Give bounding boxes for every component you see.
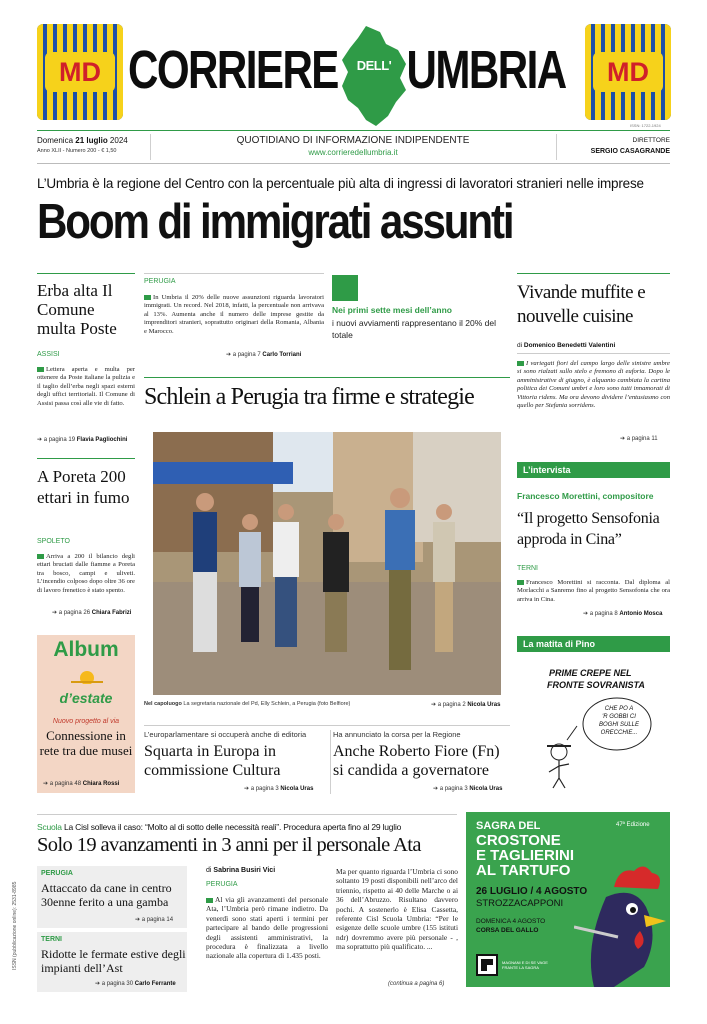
masthead-word-left: CORRIERE — [128, 40, 338, 100]
ad-line2: CROSTONE — [476, 832, 561, 849]
issue-number: Anno XLII - Numero 200 - € 1,50 — [37, 148, 117, 154]
director-name: SERGIO CASAGRANDE — [590, 148, 670, 155]
schlein-headline[interactable]: Schlein a Perugia tra firme e strategie — [144, 384, 474, 410]
interview-name: Francesco Morettini, compositore — [517, 491, 654, 501]
photo-illustration — [153, 432, 501, 695]
umbria-map-icon — [336, 24, 410, 128]
stat-highlight: Nei primi sette mesi dell’anno — [332, 305, 452, 315]
masthead-word-right: UMBRIA — [406, 40, 566, 100]
bottom-left1-box[interactable] — [37, 866, 187, 928]
bottom-left2-headline: Ridotte le fermate estive degli impianti dell’Ast — [41, 947, 186, 975]
website-link[interactable]: www.corrieredellumbria.it — [308, 148, 398, 157]
bottom-left2-ref: ➔ a pagina 30 Carlo Ferrante — [95, 981, 176, 987]
left2-headline[interactable]: A Poreta 200 ettari in fumo — [37, 467, 130, 507]
left1-body: Lettera aperta e multa per ottenere da Poste italiane la pulizia e il taglio dell’erba negli spazi esterni degli uffici territoriali. Il Comune di Assisi passa così alle vie di fatto. — [37, 366, 135, 407]
cartoon-bubble2: 'R GOBBI CI — [602, 714, 636, 720]
center-body: In Umbria il 20% delle nuove assunzioni riguarda lavoratori immigrati. Un record. Nel 2018, infatti, la percentuale non arrivava al 13%. Aumenta anche il numero delle imprese gestite da imprenditori stranieri, soprattutto originari della Romania, Albania e Marocco. — [144, 294, 324, 335]
interview-kicker: TERNI — [517, 565, 538, 572]
scuola-headline[interactable]: Solo 19 avanzamenti in 3 anni per il personale Ata — [37, 834, 421, 856]
md-logo-left — [37, 24, 123, 120]
cartoon-line2: FRONTE SOVRANISTA — [547, 680, 645, 690]
schlein-ref[interactable]: ➔ a pagina 2 Nicola Uras — [431, 702, 501, 708]
right1-byline: di Domenico Benedetti Valentini — [517, 342, 616, 349]
ad-extra2: CORSA DEL GALLO — [476, 927, 539, 934]
album-title: Album — [53, 638, 119, 661]
bottom-left2-box[interactable] — [37, 932, 187, 992]
director-label: DIRETTORE — [632, 137, 670, 144]
lead-overline: L’Umbria è la regione del Centro con la percentuale più alta di ingressi di lavoratori stranieri nelle imprese — [37, 176, 644, 191]
left2-ref[interactable]: ➔ a pagina 26 Chiara Fabrizi — [52, 610, 132, 616]
scuola-byline: di Sabrina Busiri Vici — [206, 867, 276, 874]
left1-headline[interactable]: Erba alta Il Comune multa Poste — [37, 281, 117, 338]
interview-ref[interactable]: ➔ a pagina 8 Antonio Mosca — [583, 611, 663, 617]
cartoon[interactable] — [517, 654, 670, 790]
right1-headline[interactable]: Vivande muffite e nouvelle cuisine — [517, 282, 646, 327]
cartoon-line1: PRIME CREPE NEL — [549, 668, 632, 678]
bottom-left1-headline: Attaccato da cane in centro 30enne ferito a una gamba — [41, 881, 172, 909]
md-logo-text: MD — [45, 52, 115, 92]
bottom-left1-kicker: PERUGIA — [41, 870, 73, 877]
issn: ISSN: 1722-1924 — [630, 123, 661, 128]
scuola-overline: Scuola La Cisl solleva il caso: “Molto al di sotto delle necessità reali”. Procedura aperta fino al 29 luglio — [37, 822, 402, 832]
ad-place: STROZZACAPPONI — [476, 898, 564, 909]
masthead-title — [128, 30, 566, 110]
left2-body: Arriva a 200 il bilancio degli ettari bruciati dalle fiamme a Poreta tra bosco, campi e uliveti. L’incendio colposo dopo oltre 36 ore di lavoro frenetico è stato spento. — [37, 553, 135, 594]
fiore-ref[interactable]: ➔ a pagina 3 Nicola Uras — [433, 786, 503, 792]
photo-caption: Nel capoluogo La segretaria nazionale del Pd, Elly Schlein, a Perugia (foto Belfiore) — [144, 701, 351, 707]
ad-extra1: DOMENICA 4 AGOSTO — [476, 918, 546, 925]
stat-text: i nuovi avviamenti rappresentano il 20% del totale — [332, 318, 496, 340]
album-kicker: Nuovo progetto al via — [52, 718, 120, 725]
squarta-kicker: L’europarlamentare si occuperà anche di editoria — [144, 730, 307, 739]
scuola-col1: Al via gli avanzamenti del personale Ata, l’Umbria però rimane indietro. Da venerdì sono stati aperti i termini per partecipare al bando delle progressioni degli assistenti amministrativi, la procedura è finalizzata a livello nazionale alla copertura di 1.435 posti. — [206, 895, 328, 961]
tagline: QUOTIDIANO DI INFORMAZIONE INDIPENDENTE — [236, 135, 470, 146]
album-subtitle: d’estate — [59, 690, 113, 706]
album-ref: ➔ a pagina 48 Chiara Rossi — [43, 781, 120, 787]
fiore-headline[interactable]: Anche Roberto Fiore (Fn) si candida a governatore — [333, 743, 500, 779]
cartoon-bubble4: ORECCHIE... — [600, 730, 638, 736]
lead-headline[interactable]: Boom di immigrati assunti — [37, 195, 513, 249]
cartoon-bubble3: BOGHI SULLE — [598, 722, 639, 728]
dateline: Domenica 21 luglio 2024 — [37, 136, 128, 145]
left1-kicker: ASSISI — [37, 351, 60, 358]
ad-line1: SAGRA DEL — [476, 820, 541, 832]
cartoon-bar: La matita di Pino — [517, 636, 670, 652]
cartoon-bubble1: CHE PO A — [604, 706, 634, 712]
scuola-col2: Ma per quanto riguarda l’Umbria ci sono soltanto 19 posti disponibili nell’arco del triennio, rispetto ai 40 delle Marche o ai 36 dell’Abruzzo. Risultano davvero pochi. A sostenerlo è Elisa Cassetta, referente Cisl Scuola Umbria: “Per le esigenze delle scuole umbre (155 istituti ndr) dovremmo avere più personale - , ma soprattutto più qualificato. ... — [336, 867, 458, 952]
md-logo-right — [585, 24, 671, 120]
interview-bar: L’intervista — [517, 462, 670, 478]
interview-body: Francesco Morettini si racconta. Dal diploma al Morlacchi a Sanremo fino al progetto Sensofonia che ora arriva in Cina. — [517, 579, 670, 603]
issn-online: ISSN (pubblicazione online): 2531-8985 — [12, 881, 18, 970]
masthead-word-mid: DELL' — [356, 58, 392, 73]
rooster-icon — [574, 857, 670, 987]
center-ref[interactable]: ➔ a pagina 7 Carlo Torriani — [226, 352, 302, 358]
ad-dates: 26 LUGLIO / 4 AGOSTO — [476, 886, 588, 897]
sun-icon — [67, 664, 107, 684]
stat-square — [332, 275, 358, 301]
center-kicker: PERUGIA — [144, 278, 176, 285]
left1-ref[interactable]: ➔ a pagina 19 Flavia Pagliochini — [37, 437, 128, 443]
squarta-ref[interactable]: ➔ a pagina 3 Nicola Uras — [244, 786, 314, 792]
ad-line3: E TAGLIERINI — [476, 847, 575, 864]
ad-line4: AL TARTUFO — [476, 862, 571, 879]
album-box[interactable] — [37, 635, 135, 793]
ad-small: MAGNANI E DI SE VAGE FRANTE LA SAGRA — [502, 960, 548, 970]
bottom-left1-ref: ➔ a pagina 14 — [135, 917, 174, 923]
md-logo-text: MD — [593, 52, 663, 92]
bottom-left2-kicker: TERNI — [41, 936, 62, 943]
sagra-ad[interactable] — [466, 812, 670, 987]
right1-body: I variegati fiori del campo largo delle sinistre umbre si sono rialzati sullo stelo e fremono di euforia. Dopo le amministrative di giugno, è alquanto cambiata la cartina politica dei Comuni umbri e loro sono tutti innamorati di Vittoria ridens. Ma ora devono dividere l’entusiasmo con quello per Stefania sorridens. — [517, 360, 670, 410]
squarta-headline[interactable]: Squarta in Europa in commissione Cultura — [144, 743, 281, 779]
scuola-kicker2: PERUGIA — [206, 881, 238, 888]
right1-ref[interactable]: ➔ a pagina 11 — [620, 436, 658, 442]
left2-kicker: SPOLETO — [37, 538, 70, 545]
interview-headline[interactable]: “Il progetto Sensofonia approda in Cina” — [517, 510, 660, 548]
scuola-more[interactable]: (continua a pagina 6) — [388, 981, 445, 987]
album-headline: Connessione in rete tra due musei — [39, 728, 133, 758]
qr-code-icon — [476, 954, 498, 976]
schlein-photo[interactable] — [153, 432, 501, 695]
fiore-kicker: Ha annunciato la corsa per la Regione — [333, 730, 461, 739]
ad-edition: 47ª Edizione — [616, 822, 650, 828]
